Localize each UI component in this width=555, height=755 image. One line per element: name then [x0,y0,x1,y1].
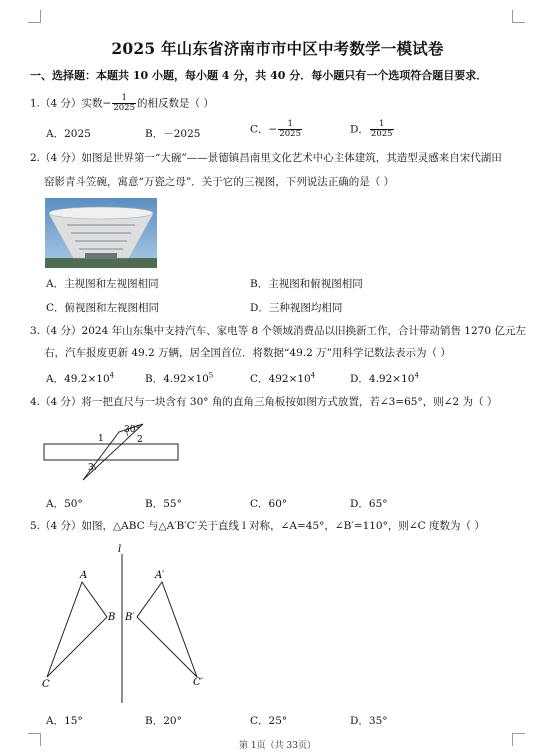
q5-option-c: C．25° [250,715,288,727]
question-stem-tail: 的相反数是（ ） [137,97,214,110]
question-3 [30,324,526,338]
triangle-a2b2c2 [137,582,197,677]
q5-option-a: A．15° [46,715,83,727]
q2-option-c: C．俯视图和左视图相同 [46,302,160,314]
question-number: 3. [30,325,41,337]
symmetry-figure [35,540,220,705]
page-footer: 第 1页（共 33页） [239,741,316,751]
q4-option-a: A．50° [46,498,83,510]
q5-option-d: D．35° [350,715,388,727]
angle-label-2: 2 [137,435,143,445]
building-photo [45,198,157,268]
angle-label-3: 3 [88,463,94,473]
question-number: 5. [30,520,41,532]
label-a: A [80,570,88,581]
question-stem: （4 分）将一把直尺与一块含有 30° 角的直角三角板按如图方式放置，若∠3=65°，则∠2 为（ ） [40,396,498,408]
label-b: B [108,612,116,623]
label-c-prime: C′ [193,677,203,688]
label-c: C [42,679,50,690]
crop-mark-top-right [512,10,525,23]
question-1 [30,94,214,113]
q2-option-d: D．三种视图均相同 [250,302,343,314]
question-stem-line-1: （4 分）如图是世界第一“大碗”——景德镇昌南里文化艺术中心主体建筑，其造型灵感来自宋代湖田 [40,152,502,164]
question-stem-line-1: （4 分）2024 年山东集中支持汽车、家电等 8 个领域消费品以旧换新工作，合计带动销售 1270 亿元左 [40,325,526,337]
label-l: l [118,544,122,555]
fraction: $\frac{1}{2025}$ [113,93,135,113]
question-2-line-2: 窑影青斗笠碗，寓意“万瓷之母”．关于它的三视图，下列说法正确的是（ ） [44,176,395,188]
angle-label-1: 1 [98,434,104,444]
q1-option-d: D． $\frac{1}{2025}$ [350,119,393,139]
q1-option-b: B．－2025 [145,128,201,140]
q5-option-b: B．20° [145,715,182,727]
q1-option-a: A．2025 [46,128,91,140]
q2-option-a: A．主视图和左视图相同 [46,278,159,290]
label-b-prime: B′ [125,612,135,623]
question-number: 2. [30,152,41,164]
q4-option-b: B．55° [145,498,182,510]
ruler-triangle-figure [40,418,185,486]
ruler [44,444,178,460]
question-number: 1. [30,97,41,110]
question-5 [30,519,485,533]
question-stem: （4 分）如图，△ABC 与△A′B′C′关于直线 l 对称，∠A=45°，∠B′=110°，则∠C 度数为（ ） [40,520,485,532]
question-2 [30,151,502,165]
q3-option-d: D．$4.92\times 10^4$ [350,371,419,385]
question-3-line-2: 右，汽车报废更新 49.2 万辆，居全国首位．将数据“49.2 万”用科学记数法表示为（ ） [44,347,451,359]
label-a-prime: A′ [155,570,165,581]
q2-option-b: B．主视图和俯视图相同 [250,278,363,290]
question-number: 4. [30,396,41,408]
section-heading: 一、选择题：本题共 10 小题，每小题 4 分，共 40 分．每小题只有一个选项符合题目要求． [30,69,488,82]
question-4 [30,395,497,409]
page-title: 2025 年山东省济南市市中区中考数学一模试卷 [111,39,444,58]
q3-option-b: B．$4.92\times 10^5$ [145,371,214,385]
angle-label-30: 30° [124,425,140,435]
triangle-abc [47,582,107,677]
q4-option-c: C．60° [250,498,288,510]
question-stem: （4 分）实数− [40,97,112,110]
q3-option-a: A．$49.2\times 10^4$ [46,371,115,385]
q4-option-d: D．65° [350,498,388,510]
q1-option-c: C．− $\frac{1}{2025}$ [250,119,301,139]
crop-mark-top-left [28,10,41,23]
q3-option-c: C．$492\times 10^4$ [250,371,316,385]
